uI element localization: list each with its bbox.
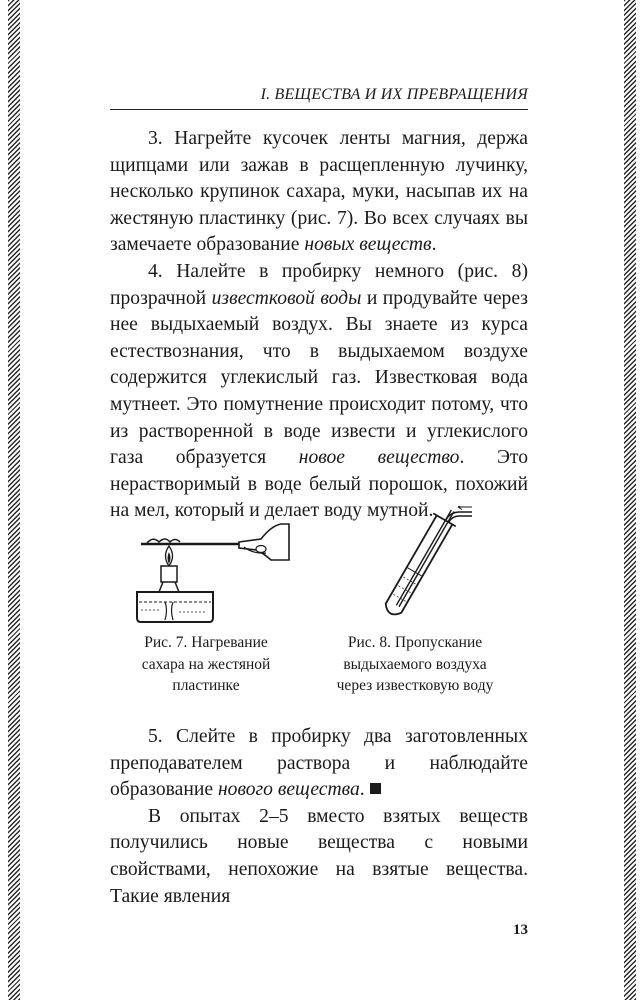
figure-8-caption bbox=[300, 632, 530, 697]
paragraph-4-text-2: и продувайте через нее выдыхаемый воздух. Вы знаете из курса естествознания, что в выдыхаемом воздухе содержится углекислый газ. Известковая вода мутнеет. Это помутнение происходит потому, что из растворенной в воде извести и углекислого газа образуется bbox=[110, 287, 528, 469]
paragraph-6 bbox=[110, 804, 528, 910]
heating-sugar-illustration bbox=[121, 506, 291, 626]
paragraph-5-emphasis-1: нового вещества bbox=[217, 779, 360, 801]
paragraph-5-text-1: 5. Слейте в пробирку два заготовленных преподавателем раствора и наблюдайте образование bbox=[110, 726, 528, 801]
right-decorative-border bbox=[624, 0, 636, 1000]
figure-7-caption-line-3: пластинке bbox=[172, 677, 240, 694]
paragraph-5 bbox=[110, 724, 528, 804]
text-block-top bbox=[110, 126, 528, 525]
paragraph-4-emphasis-2: новое вещество bbox=[298, 447, 460, 469]
paragraph-3 bbox=[110, 126, 528, 259]
running-head: I. ВЕЩЕСТВА И ИХ ПРЕВРАЩЕНИЯ bbox=[110, 86, 528, 110]
figure-8-caption-line-3: через известковую воду bbox=[336, 677, 494, 694]
paragraph-4-text-1: 4. Налейте в пробирку немного (рис. 8) прозрачной bbox=[110, 260, 528, 309]
page-number: 13 bbox=[513, 922, 528, 938]
figure-7-caption-line-2: сахара на жестяной bbox=[141, 655, 271, 673]
figure-8-caption-line-1: Рис. 8. Пропускание bbox=[347, 634, 483, 651]
figure-7 bbox=[110, 506, 302, 697]
figure-7-caption-line-1: Рис. 7. Нагревание bbox=[144, 634, 268, 651]
figure-8 bbox=[300, 506, 530, 697]
figure-7-caption bbox=[110, 632, 302, 697]
left-decorative-border bbox=[8, 0, 20, 1000]
test-tube-illustration bbox=[350, 506, 480, 626]
paragraph-5-text-2: . bbox=[359, 779, 370, 801]
end-of-experiment-marker bbox=[370, 783, 381, 794]
paragraph-4-text-3: . Это нерастворимый в воде белый порошок, похожий на мел, который и делает воду мутной. bbox=[110, 447, 528, 522]
paragraph-4 bbox=[110, 259, 528, 525]
figure-8-caption-line-2: выдыхаемого воздуха bbox=[343, 655, 487, 673]
paragraph-3-text-2: . bbox=[431, 234, 437, 256]
paragraph-4-emphasis-1: известковой воды bbox=[211, 287, 362, 309]
paragraph-6-text-1: В опытах 2–5 вместо взятых веществ получились новые вещества с новыми свойствами, непохожие на взятые вещества. Такие явления bbox=[110, 805, 528, 907]
text-block-bottom bbox=[110, 724, 528, 910]
paragraph-3-text-1: 3. Нагрейте кусочек ленты магния, держа щипцами или зажав в расщепленную лучинку, несколько крупинок сахара, муки, насыпав их на жестяную пластинку (рис. 7). Во всех случаях вы замечаете образование bbox=[110, 128, 528, 256]
paragraph-3-emphasis-1: новых веществ bbox=[304, 234, 432, 256]
